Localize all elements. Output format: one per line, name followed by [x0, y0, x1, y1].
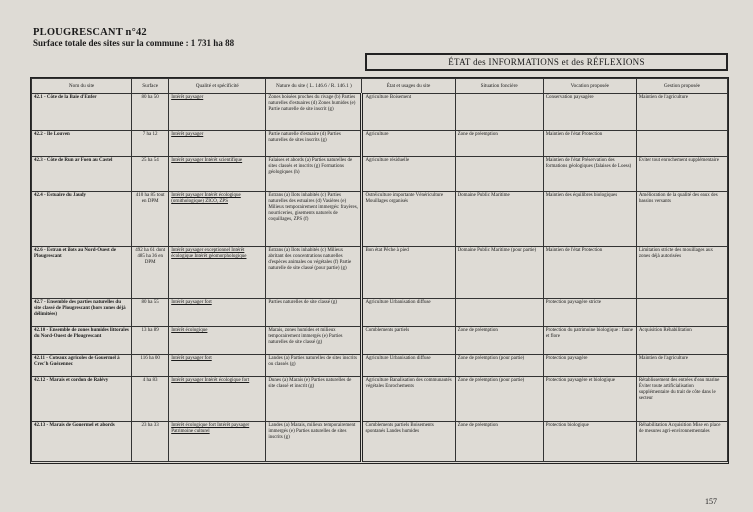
site-name: 42.2 - Ile Louven	[32, 131, 132, 157]
site-quality: Intérêt écologique	[169, 327, 266, 355]
section-banner: ÉTAT des INFORMATIONS et des RÉFLEXIONS	[365, 53, 728, 71]
site-management: Éviter tout enrochement supplémentaire	[636, 157, 727, 192]
site-state: Agriculture Urbanisation diffuse	[362, 355, 455, 377]
site-state: Comblements partiels Boisements spontanés Landes humides	[362, 422, 455, 462]
site-name: 42.10 - Ensemble de zones humides littorales du Nord-Ouest de Plougrescant	[32, 327, 132, 355]
col-nature: Nature du site ( L. 146.6 / R. 146.1 )	[266, 79, 362, 94]
site-name: 42.4 - Estuaire du Jaudy	[32, 192, 132, 247]
col-qualite: Qualité et spécificité	[169, 79, 266, 94]
col-gestion: Gestion proposée	[636, 79, 727, 94]
table-row	[32, 299, 728, 327]
col-surface: Surface	[132, 79, 169, 94]
site-surface: 25 ha 54	[132, 157, 169, 192]
site-quality: Intérêt paysager Intérêt écologique fort	[169, 377, 266, 422]
site-surface: 13 ha 89	[132, 327, 169, 355]
site-vocation: Maintien de l'état Préservation des formations géologiques (falaises de Loess)	[543, 157, 636, 192]
sites-table	[30, 77, 729, 464]
col-foncier: Situation foncière	[455, 79, 543, 94]
site-state: Comblements partiels	[362, 327, 455, 355]
site-land-status: Domaine Public Maritime	[455, 192, 543, 247]
site-management	[636, 131, 727, 157]
col-vocation: Vocation proposée	[543, 79, 636, 94]
site-land-status: Zone de préemption	[455, 131, 543, 157]
site-state: Agriculture Urbanisation diffuse	[362, 299, 455, 327]
site-vocation: Maintien de l'état Protection	[543, 131, 636, 157]
site-quality: Intérêt paysager	[169, 94, 266, 131]
site-nature: Estrans (a) Ilots inhabités (c) Parties naturelles des estuaires (d) Vasières (e) Milieux temporairement immergés: frayères, nourriceries, gisements naturels de coquillages, ZPS (f)	[266, 192, 362, 247]
table-row	[32, 247, 728, 299]
table-row	[32, 355, 728, 377]
site-nature: Partie naturelle d'estuaire (d) Parties naturelles de sites inscrits (g)	[266, 131, 362, 157]
site-surface: 80 ha 55	[132, 299, 169, 327]
site-management	[636, 299, 727, 327]
site-quality: Intérêt écologique fort Intérêt paysager Patrimoine culturel	[169, 422, 266, 462]
site-quality: Intérêt paysager fort	[169, 299, 266, 327]
col-etat: État et usages du site	[362, 79, 455, 94]
site-name: 42.7 - Ensemble des parties naturelles du site classé de Plougrescant (hors zones déjà délimitées)	[32, 299, 132, 327]
site-name: 42.12 - Marais et cordon de Ralévy	[32, 377, 132, 422]
col-site: Nom du site	[32, 79, 132, 94]
site-management: Réhabilitation Acquisition Mise en place de mesures agri-environnementales	[636, 422, 727, 462]
page-number: 157	[705, 497, 717, 506]
table-row	[32, 377, 728, 422]
site-vocation: Protection biologique	[543, 422, 636, 462]
site-quality: Intérêt paysager Intérêt scientifique	[169, 157, 266, 192]
table-row	[32, 131, 728, 157]
table-row	[32, 157, 728, 192]
site-land-status	[455, 94, 543, 131]
site-vocation: Maintien des équilibres biologiques	[543, 192, 636, 247]
site-management: Amélioration de la qualité des eaux des bassins versants	[636, 192, 727, 247]
site-nature: Estrans (a) Ilots inhabités (c) Milieux abritant des concentrations naturelles d'espèces animales ou végétales (f) Partie naturelle de site classé (pour partie) (g)	[266, 247, 362, 299]
site-quality: Intérêt paysager	[169, 131, 266, 157]
site-surface: 492 ha 61 dont 485 ha 36 en DPM	[132, 247, 169, 299]
site-management: Maintien de l'agriculture	[636, 355, 727, 377]
site-vocation: Protection paysagère stricte	[543, 299, 636, 327]
table-row	[32, 422, 728, 462]
site-state: Ostréiculture importante Vénériculture Mouillages organisés	[362, 192, 455, 247]
site-quality: Intérêt paysager fort	[169, 355, 266, 377]
site-land-status: Zone de préemption (pour partie)	[455, 377, 543, 422]
site-vocation: Maintien de l'état Protection	[543, 247, 636, 299]
site-surface: 23 ha 33	[132, 422, 169, 462]
site-vocation: Protection paysagère et biologique	[543, 377, 636, 422]
site-state: Bon état Pêche à pied	[362, 247, 455, 299]
site-surface: 7 ha 12	[132, 131, 169, 157]
site-land-status: Zone de préemption (pour partie)	[455, 355, 543, 377]
site-management: Maintien de l'agriculture	[636, 94, 727, 131]
site-nature: Marais, zones humides et milieux temporairement immergés (e) Parties naturelles de site classé (g)	[266, 327, 362, 355]
site-state: Agriculture	[362, 131, 455, 157]
site-management: Rétablissement des entrées d'eau marine Éviter toute artificialisation supplémentaire du trait de côte dans le secteur	[636, 377, 727, 422]
site-land-status	[455, 299, 543, 327]
site-nature: Parties naturelles de site classé (g)	[266, 299, 362, 327]
site-name: 42.11 - Coteaux agricoles de Gouermel à Crec'h Guézennec	[32, 355, 132, 377]
site-name: 42.6 - Estran et îlots au Nord-Ouest de Plougrescant	[32, 247, 132, 299]
site-state: Agriculture Boisement	[362, 94, 455, 131]
site-surface: 116 ha 00	[132, 355, 169, 377]
site-surface: 410 ha 85 tout en DPM	[132, 192, 169, 247]
table-row	[32, 94, 728, 131]
site-name: 42.3 - Côte de Run ar Foen au Castel	[32, 157, 132, 192]
table-row	[32, 327, 728, 355]
site-vocation: Conservation paysagère	[543, 94, 636, 131]
site-management: Acquisition Réhabilitation	[636, 327, 727, 355]
table-header	[32, 79, 728, 94]
site-nature: Falaises et abords (a) Parties naturelles de sites classés et inscrits (g) Formations géologiques (h)	[266, 157, 362, 192]
site-surface: 4 ha 83	[132, 377, 169, 422]
site-state: Agriculture Banalisation des communautés végétales Enrochements	[362, 377, 455, 422]
site-management: Limitation stricte des mouillages aux zones déjà autorisées	[636, 247, 727, 299]
site-nature: Landes (a) Parties naturelles de sites inscrits ou classés (g)	[266, 355, 362, 377]
site-state: Agriculture résiduelle	[362, 157, 455, 192]
site-vocation: Protection paysagère	[543, 355, 636, 377]
site-nature: Zones boisées proches du rivage (b) Parties naturelles d'estuaires (d) Zones humides (e) Partie naturelle de site inscrit (g)	[266, 94, 362, 131]
total-surface: Surface totale des sites sur la commune : 1 731 ha 88	[33, 38, 235, 48]
site-land-status: Zone de préemption	[455, 422, 543, 462]
site-land-status	[455, 157, 543, 192]
site-name: 42.1 - Côte de la Baie d'Enfer	[32, 94, 132, 131]
site-land-status: Domaine Public Maritime (pour partie)	[455, 247, 543, 299]
site-quality: Intérêt paysager exceptionnel Intérêt écologique Intérêt géomorphologique	[169, 247, 266, 299]
table-row	[32, 192, 728, 247]
commune-title: PLOUGRESCANT n°42	[33, 27, 147, 38]
site-nature: Dunes (a) Marais (e) Parties naturelles de site classé et inscrit (g)	[266, 377, 362, 422]
site-vocation: Protection du patrimoine biologique : faune et flore	[543, 327, 636, 355]
site-quality: Intérêt paysager Intérêt écologique (ornithologique) ZICO, ZPS	[169, 192, 266, 247]
site-nature: Landes (a) Marais, milieux temporairement immergés (e) Parties naturelles de sites inscrits (g)	[266, 422, 362, 462]
site-surface: 80 ha 50	[132, 94, 169, 131]
site-land-status: Zone de préemption	[455, 327, 543, 355]
site-name: 42.13 - Marais de Gouermel et abords	[32, 422, 132, 462]
